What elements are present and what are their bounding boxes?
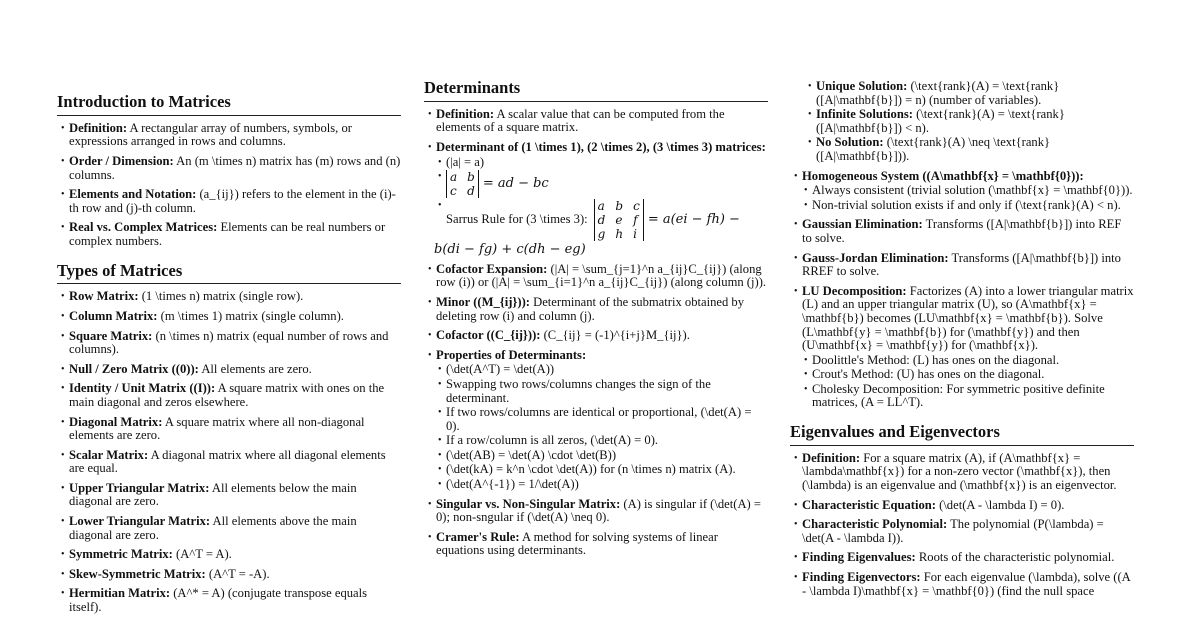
column-2 <box>424 66 768 564</box>
list-item: • Null / Zero Matrix ((0)): All elements are zero. <box>57 363 401 377</box>
list-item: • Diagonal Matrix: A square matrix where all non-diagonal elements are zero. <box>57 416 401 443</box>
list-item: • Determinant of (1 \times 1), (2 \times 2), (3 \times 3) matrices: • (|a| = a) • a b c d = ad − bc • Sarrus Rule for (3 \times 3): a b c d e f g h i = a(ei − fh) − b(di − fg) + c(dh − eg) <box>424 141 768 257</box>
sub-item: • Unique Solution: (\text{rank}(A) = \text{rank}([A|\mathbf{b}]) = n) (number of variables). <box>806 80 1134 107</box>
list-item: • Square Matrix: (n \times n) matrix (equal number of rows and columns). <box>57 330 401 357</box>
list-item: • Definition: A rectangular array of numbers, symbols, or expressions arranged in rows and columns. <box>57 122 401 149</box>
list-item: • Finding Eigenvectors: For each eigenvalue (\lambda), solve ((A - \lambda I)\mathbf{x} = \mathbf{0}) (find the null space <box>790 571 1134 598</box>
det-3x3-result: = a(ei − fh) − <box>647 212 740 228</box>
matrix-3x3: a b c d e f g h i <box>594 199 644 241</box>
matrix-2x2: • a b c d <box>446 170 479 198</box>
list-item: • Elements and Notation: (a_{ij}) refers to the element in the (i)-th row and (j)-th column. <box>57 188 401 215</box>
list-item: • Identity / Unit Matrix ((I)): A square matrix with ones on the main diagonal and zeros elsewhere. <box>57 382 401 409</box>
list-item: • Definition: For a square matrix (A), if (A\mathbf{x} = \lambda\mathbf{x}) for a non-zero vector (\mathbf{x}), then (\lambda) is an eigenvalue and (\mathbf{x}) is an eigenvector. <box>790 452 1134 493</box>
list-item: • Cofactor ((C_{ij})): (C_{ij} = (-1)^{i+j}M_{ij}). <box>424 329 768 343</box>
sub-item: • Doolittle's Method: (L) has ones on the diagonal. <box>802 354 1134 368</box>
list-item: • Minor ((M_{ij})): Determinant of the submatrix obtained by deleting row (i) and column (j). <box>424 296 768 323</box>
sub-item: • (\det(AB) = \det(A) \cdot \det(B)) <box>436 449 768 463</box>
list-item: • Skew-Symmetric Matrix: (A^T = -A). <box>57 568 401 582</box>
orders-sublist <box>436 156 768 242</box>
list-item: • Upper Triangular Matrix: All elements below the main diagonal are zero. <box>57 482 401 509</box>
section-heading-eigen: Eigenvalues and Eigenvectors <box>790 422 1134 446</box>
solutions-sublist <box>806 80 1134 164</box>
sub-item: • (\det(A^{-1}) = 1/\det(A)) <box>436 478 768 492</box>
sub-item: • (\det(kA) = k^n \cdot \det(A)) for (n \times n) matrix (A). <box>436 463 768 477</box>
intro-list <box>57 122 401 249</box>
determinants-list <box>424 108 768 558</box>
systems-list <box>790 170 1134 411</box>
list-item: • Properties of Determinants: • (\det(A^T) = \det(A)) • Swapping two rows/columns changes the sign of the determinant. • If two rows/columns are identical or proportional, (\det(A) = 0). • If a row/column is all zeros, (\det(A) = 0). • (\det(AB) = \det(A) \cdot \det(B)) • (\det(kA) = k^n \cdot \det(A)) for (n \times n) matrix (A). • (\det(A^{-1}) = 1/\det(A)) <box>424 349 768 492</box>
sub-item: • Non-trivial solution exists if and only if (\text{rank}(A) < n). <box>802 199 1134 213</box>
list-item: • Characteristic Polynomial: The polynomial (P(\lambda) = \det(A - \lambda I)). <box>790 518 1134 545</box>
sub-item <box>436 170 768 198</box>
list-item: • Gauss-Jordan Elimination: Transforms ([A|\mathbf{b}]) into RREF to solve. <box>790 252 1134 279</box>
list-item: • Real vs. Complex Matrices: Elements can be real numbers or complex numbers. <box>57 221 401 248</box>
list-item: • Order / Dimension: An (m \times n) matrix has (m) rows and (n) columns. <box>57 155 401 182</box>
sub-item: • Infinite Solutions: (\text{rank}(A) = \text{rank}([A|\mathbf{b}]) < n). <box>806 108 1134 135</box>
list-item: • Cramer's Rule: A method for solving systems of linear equations using determinants. <box>424 531 768 558</box>
list-item: • Singular vs. Non-Singular Matrix: (A) is singular if (\det(A) = 0); non-sngular if (\det(A) \neq 0). <box>424 498 768 525</box>
list-item: • Cofactor Expansion: (|A| = \sum_{j=1}^n a_{ij}C_{ij}) (along row (i)) or (|A| = \sum_{i=1}^n a_{ij}C_{ij}) (along column (j)). <box>424 263 768 290</box>
list-item: • Hermitian Matrix: (A^* = A) (conjugate transpose equals itself). <box>57 587 401 614</box>
list-item: • Scalar Matrix: A diagonal matrix where all diagonal elements are equal. <box>57 449 401 476</box>
list-item: • Homogeneous System ((A\mathbf{x} = \mathbf{0})): • Always consistent (trivial solution (\mathbf{x} = \mathbf{0})). • Non-trivial solution exists if and only if (\text{rank}(A) < n). <box>790 170 1134 213</box>
list-item: • Column Matrix: (m \times 1) matrix (single column). <box>57 310 401 324</box>
sub-item: • Cholesky Decomposition: For symmetric positive definite matrices, (A = LL^T). <box>802 383 1134 410</box>
list-item: • Lower Triangular Matrix: All elements above the main diagonal are zero. <box>57 515 401 542</box>
sub-item: • Swapping two rows/columns changes the sign of the determinant. <box>436 378 768 405</box>
det-2x2-result: = ad − bc <box>482 176 549 192</box>
types-list <box>57 290 401 614</box>
list-item: • Row Matrix: (1 \times n) matrix (single row). <box>57 290 401 304</box>
list-item: • Gaussian Elimination: Transforms ([A|\mathbf{b}]) into REF to solve. <box>790 218 1134 245</box>
sub-item: • No Solution: (\text{rank}(A) \neq \text{rank}([A|\mathbf{b}])). <box>806 136 1134 163</box>
section-heading-types: Types of Matrices <box>57 261 401 285</box>
list-item: • Finding Eigenvalues: Roots of the characteristic polynomial. <box>790 551 1134 565</box>
section-heading-determinants: Determinants <box>424 78 768 102</box>
lu-sublist <box>802 354 1134 410</box>
list-item: • Symmetric Matrix: (A^T = A). <box>57 548 401 562</box>
sub-item: • Sarrus Rule for (3 \times 3): a b c d e f g h i = a(ei − fh) − <box>436 199 768 241</box>
properties-sublist <box>436 363 768 491</box>
list-item: • Definition: A scalar value that can be computed from the elements of a square matrix. <box>424 108 768 135</box>
sub-item: • (|a| = a) <box>436 156 768 170</box>
homogeneous-sublist <box>802 184 1134 212</box>
sub-item: • (\det(A^T) = \det(A)) <box>436 363 768 377</box>
sub-item: • Crout's Method: (U) has ones on the diagonal. <box>802 368 1134 382</box>
sub-item: • If a row/column is all zeros, (\det(A) = 0). <box>436 434 768 448</box>
list-item: • LU Decomposition: Factorizes (A) into a lower triangular matrix (L) and an upper triangular matrix (U), so (A\mathbf{x} = \mathbf{b}) becomes (LU\mathbf{x} = \mathbf{b}). Solve (L\mathbf{y} = \mathbf{b}) for (\mathbf{y}) and then (U\mathbf{x} = \mathbf{y}) for (\mathbf{x}). • Doolittle's Method: (L) has ones on the diagonal. • Crout's Method: (U) has ones on the diagonal. • Cholesky Decomposition: For symmetric positive definite matrices, (A = LL^T). <box>790 285 1134 410</box>
sub-item: • If two rows/columns are identical or proportional, (\det(A) = 0). <box>436 406 768 433</box>
det-3x3-result-cont: b(di − fg) + c(dh − eg) <box>434 242 586 258</box>
list-item: • Characteristic Equation: (\det(A - \lambda I) = 0). <box>790 499 1134 513</box>
section-heading-intro: Introduction to Matrices <box>57 92 401 116</box>
sub-item: • Always consistent (trivial solution (\mathbf{x} = \mathbf{0})). <box>802 184 1134 198</box>
column-1 <box>57 80 401 621</box>
column-3 <box>790 80 1134 604</box>
eigen-list <box>790 452 1134 598</box>
